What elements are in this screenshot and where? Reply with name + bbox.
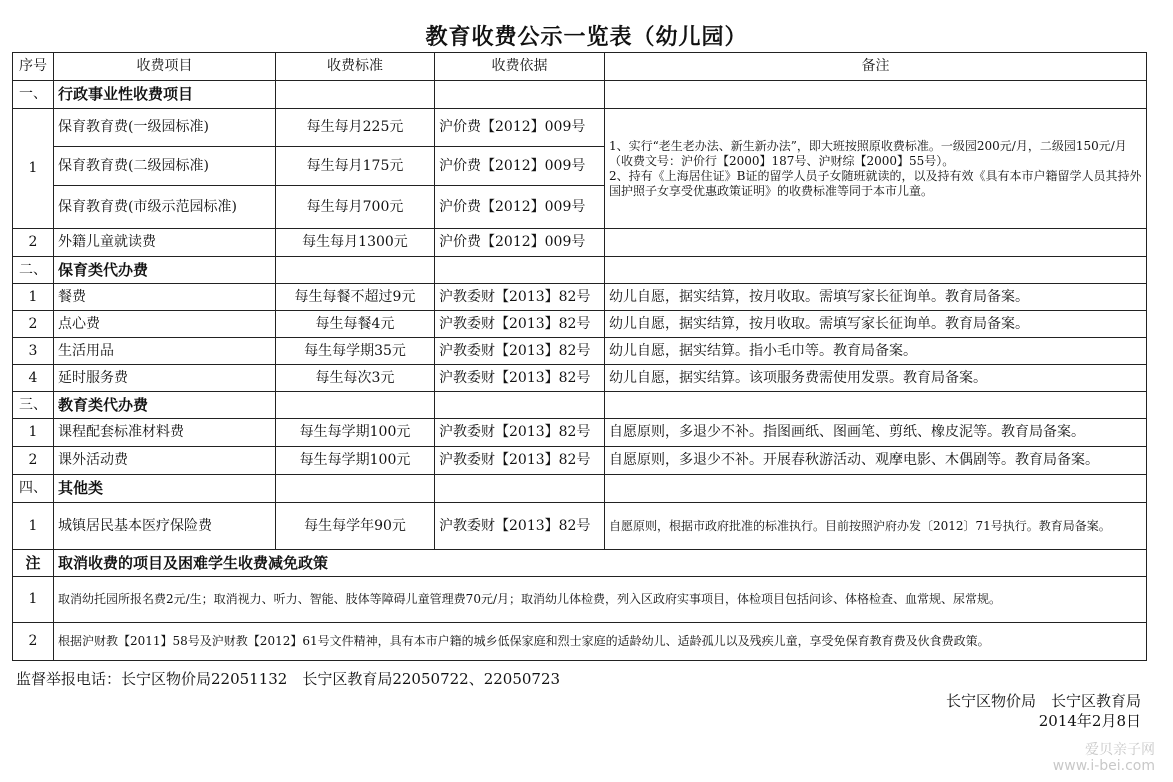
row-remark: 幼儿自愿，据实结算，按月收取。需填写家长征询单。教育局备案。 (605, 311, 1147, 338)
row-standard: 每生每餐4元 (276, 311, 435, 338)
row-basis: 沪价费【2012】009号 (435, 147, 605, 186)
table-row (13, 109, 1147, 147)
table-row (13, 311, 1147, 338)
table-row (13, 503, 1147, 550)
section-row (13, 257, 1147, 284)
notes-text: 根据沪财教【2011】58号及沪财教【2012】61号文件精神，具有本市户籍的城乡低保家庭和烈士家庭的适龄幼儿、适龄孤儿以及残疾儿童，享受免保育教育费及伙食费政策。 (54, 623, 1147, 661)
row-basis: 沪价费【2012】009号 (435, 186, 605, 229)
row-no: 3 (13, 338, 54, 365)
row-remark (605, 109, 1147, 229)
section-row (13, 81, 1147, 109)
row-no: 1 (13, 419, 54, 447)
section-name: 行政事业性收费项目 (54, 81, 276, 109)
row-item: 生活用品 (54, 338, 276, 365)
header-item: 收费项目 (54, 53, 276, 81)
notes-header-row (13, 550, 1147, 577)
row-item: 保育教育费(二级园标准) (54, 147, 276, 186)
section-name: 保育类代办费 (54, 257, 276, 284)
row-item: 城镇居民基本医疗保险费 (54, 503, 276, 550)
hotline-text: 监督举报电话：长宁区物价局22051132 长宁区教育局22050722、22050723 (16, 670, 561, 688)
notes-text: 取消幼托园所报名费2元/生；取消视力、听力、智能、肢体等障碍儿童管理费70元/月；取消幼儿体检费，列入区政府实事项目，体检项目包括问诊、体格检查、血常规、尿常规。 (54, 577, 1147, 623)
section-no: 四、 (13, 475, 54, 503)
row-no: 1 (13, 109, 54, 229)
header-basis: 收费依据 (435, 53, 605, 81)
row-remark: 自愿原则，多退少不补。开展春秋游活动、观摩电影、木偶剧等。教育局备案。 (605, 447, 1147, 475)
table-row (13, 284, 1147, 311)
row-standard: 每生每学期100元 (276, 419, 435, 447)
row-basis: 沪价费【2012】009号 (435, 229, 605, 257)
row-basis: 沪教委财【2013】82号 (435, 284, 605, 311)
row-standard: 每生每月175元 (276, 147, 435, 186)
row-item: 保育教育费(市级示范园标准) (54, 186, 276, 229)
watermark-line: 爱贝亲子网 (1085, 742, 1155, 758)
table-row (13, 229, 1147, 257)
row-basis: 沪教委财【2013】82号 (435, 503, 605, 550)
watermark (1053, 742, 1155, 774)
remark-line: 1、实行“老生老办法、新生新办法”，即大班按照原收费标准。一级园200元/月，二级园150元/月（收费文号：沪价行【2000】187号、沪财综【2000】55号）。 (609, 138, 1127, 168)
table-header-row (13, 53, 1147, 81)
section-name: 教育类代办费 (54, 392, 276, 419)
notes-row (13, 577, 1147, 623)
notes-label: 注 (13, 550, 54, 577)
section-row (13, 392, 1147, 419)
notes-no: 1 (13, 577, 54, 623)
row-no: 2 (13, 229, 54, 257)
row-no: 4 (13, 365, 54, 392)
date-text: 2014年2月8日 (1038, 712, 1141, 730)
header-remark: 备注 (605, 53, 1147, 81)
row-remark: 自愿原则，多退少不补。指图画纸、图画笔、剪纸、橡皮泥等。教育局备案。 (605, 419, 1147, 447)
row-standard: 每生每学年90元 (276, 503, 435, 550)
row-item: 餐费 (54, 284, 276, 311)
remark-line: 2、持有《上海居住证》B证的留学人员子女随班就读的，以及持有效《具有本市户籍留学人员其持外国护照子女享受优惠政策证明》的收费标准等同于本市儿童。 (609, 168, 1142, 198)
row-no: 2 (13, 447, 54, 475)
row-item: 课程配套标准材料费 (54, 419, 276, 447)
watermark-line: www.i-bei.com (1052, 758, 1155, 774)
row-standard: 每生每月225元 (276, 109, 435, 147)
section-row (13, 475, 1147, 503)
row-remark: 幼儿自愿，据实结算，按月收取。需填写家长征询单。教育局备案。 (605, 284, 1147, 311)
row-remark: 幼儿自愿，据实结算。该项服务费需使用发票。教育局备案。 (605, 365, 1147, 392)
row-standard: 每生每学期35元 (276, 338, 435, 365)
section-no: 一、 (13, 81, 54, 109)
row-basis: 沪教委财【2013】82号 (435, 419, 605, 447)
row-no: 1 (13, 503, 54, 550)
table-row (13, 365, 1147, 392)
issuers-text: 长宁区物价局 长宁区教育局 (945, 692, 1141, 710)
notes-row (13, 623, 1147, 661)
row-standard: 每生每学期100元 (276, 447, 435, 475)
header-no: 序号 (13, 53, 54, 81)
row-basis: 沪教委财【2013】82号 (435, 447, 605, 475)
row-item: 延时服务费 (54, 365, 276, 392)
table-row (13, 447, 1147, 475)
section-name: 其他类 (54, 475, 276, 503)
row-item: 点心费 (54, 311, 276, 338)
row-standard: 每生每月700元 (276, 186, 435, 229)
row-item: 保育教育费(一级园标准) (54, 109, 276, 147)
row-basis: 沪教委财【2013】82号 (435, 311, 605, 338)
table-row (13, 338, 1147, 365)
header-standard: 收费标准 (276, 53, 435, 81)
section-no: 三、 (13, 392, 54, 419)
fee-table (12, 52, 1147, 661)
table-row (13, 419, 1147, 447)
row-standard: 每生每月1300元 (276, 229, 435, 257)
row-no: 1 (13, 284, 54, 311)
row-basis: 沪教委财【2013】82号 (435, 338, 605, 365)
row-standard: 每生每次3元 (276, 365, 435, 392)
page-title: 教育收费公示一览表（幼儿园） (425, 24, 748, 50)
row-standard: 每生每餐不超过9元 (276, 284, 435, 311)
section-no: 二、 (13, 257, 54, 284)
row-remark: 幼儿自愿，据实结算。指小毛巾等。教育局备案。 (605, 338, 1147, 365)
row-item: 课外活动费 (54, 447, 276, 475)
notes-title: 取消收费的项目及困难学生收费减免政策 (54, 550, 1147, 577)
row-basis: 沪价费【2012】009号 (435, 109, 605, 147)
row-remark: 自愿原则，根据市政府批准的标准执行。目前按照沪府办发〔2012〕71号执行。教育局备案。 (605, 503, 1147, 550)
row-item: 外籍儿童就读费 (54, 229, 276, 257)
notes-no: 2 (13, 623, 54, 661)
row-no: 2 (13, 311, 54, 338)
row-basis: 沪教委财【2013】82号 (435, 365, 605, 392)
